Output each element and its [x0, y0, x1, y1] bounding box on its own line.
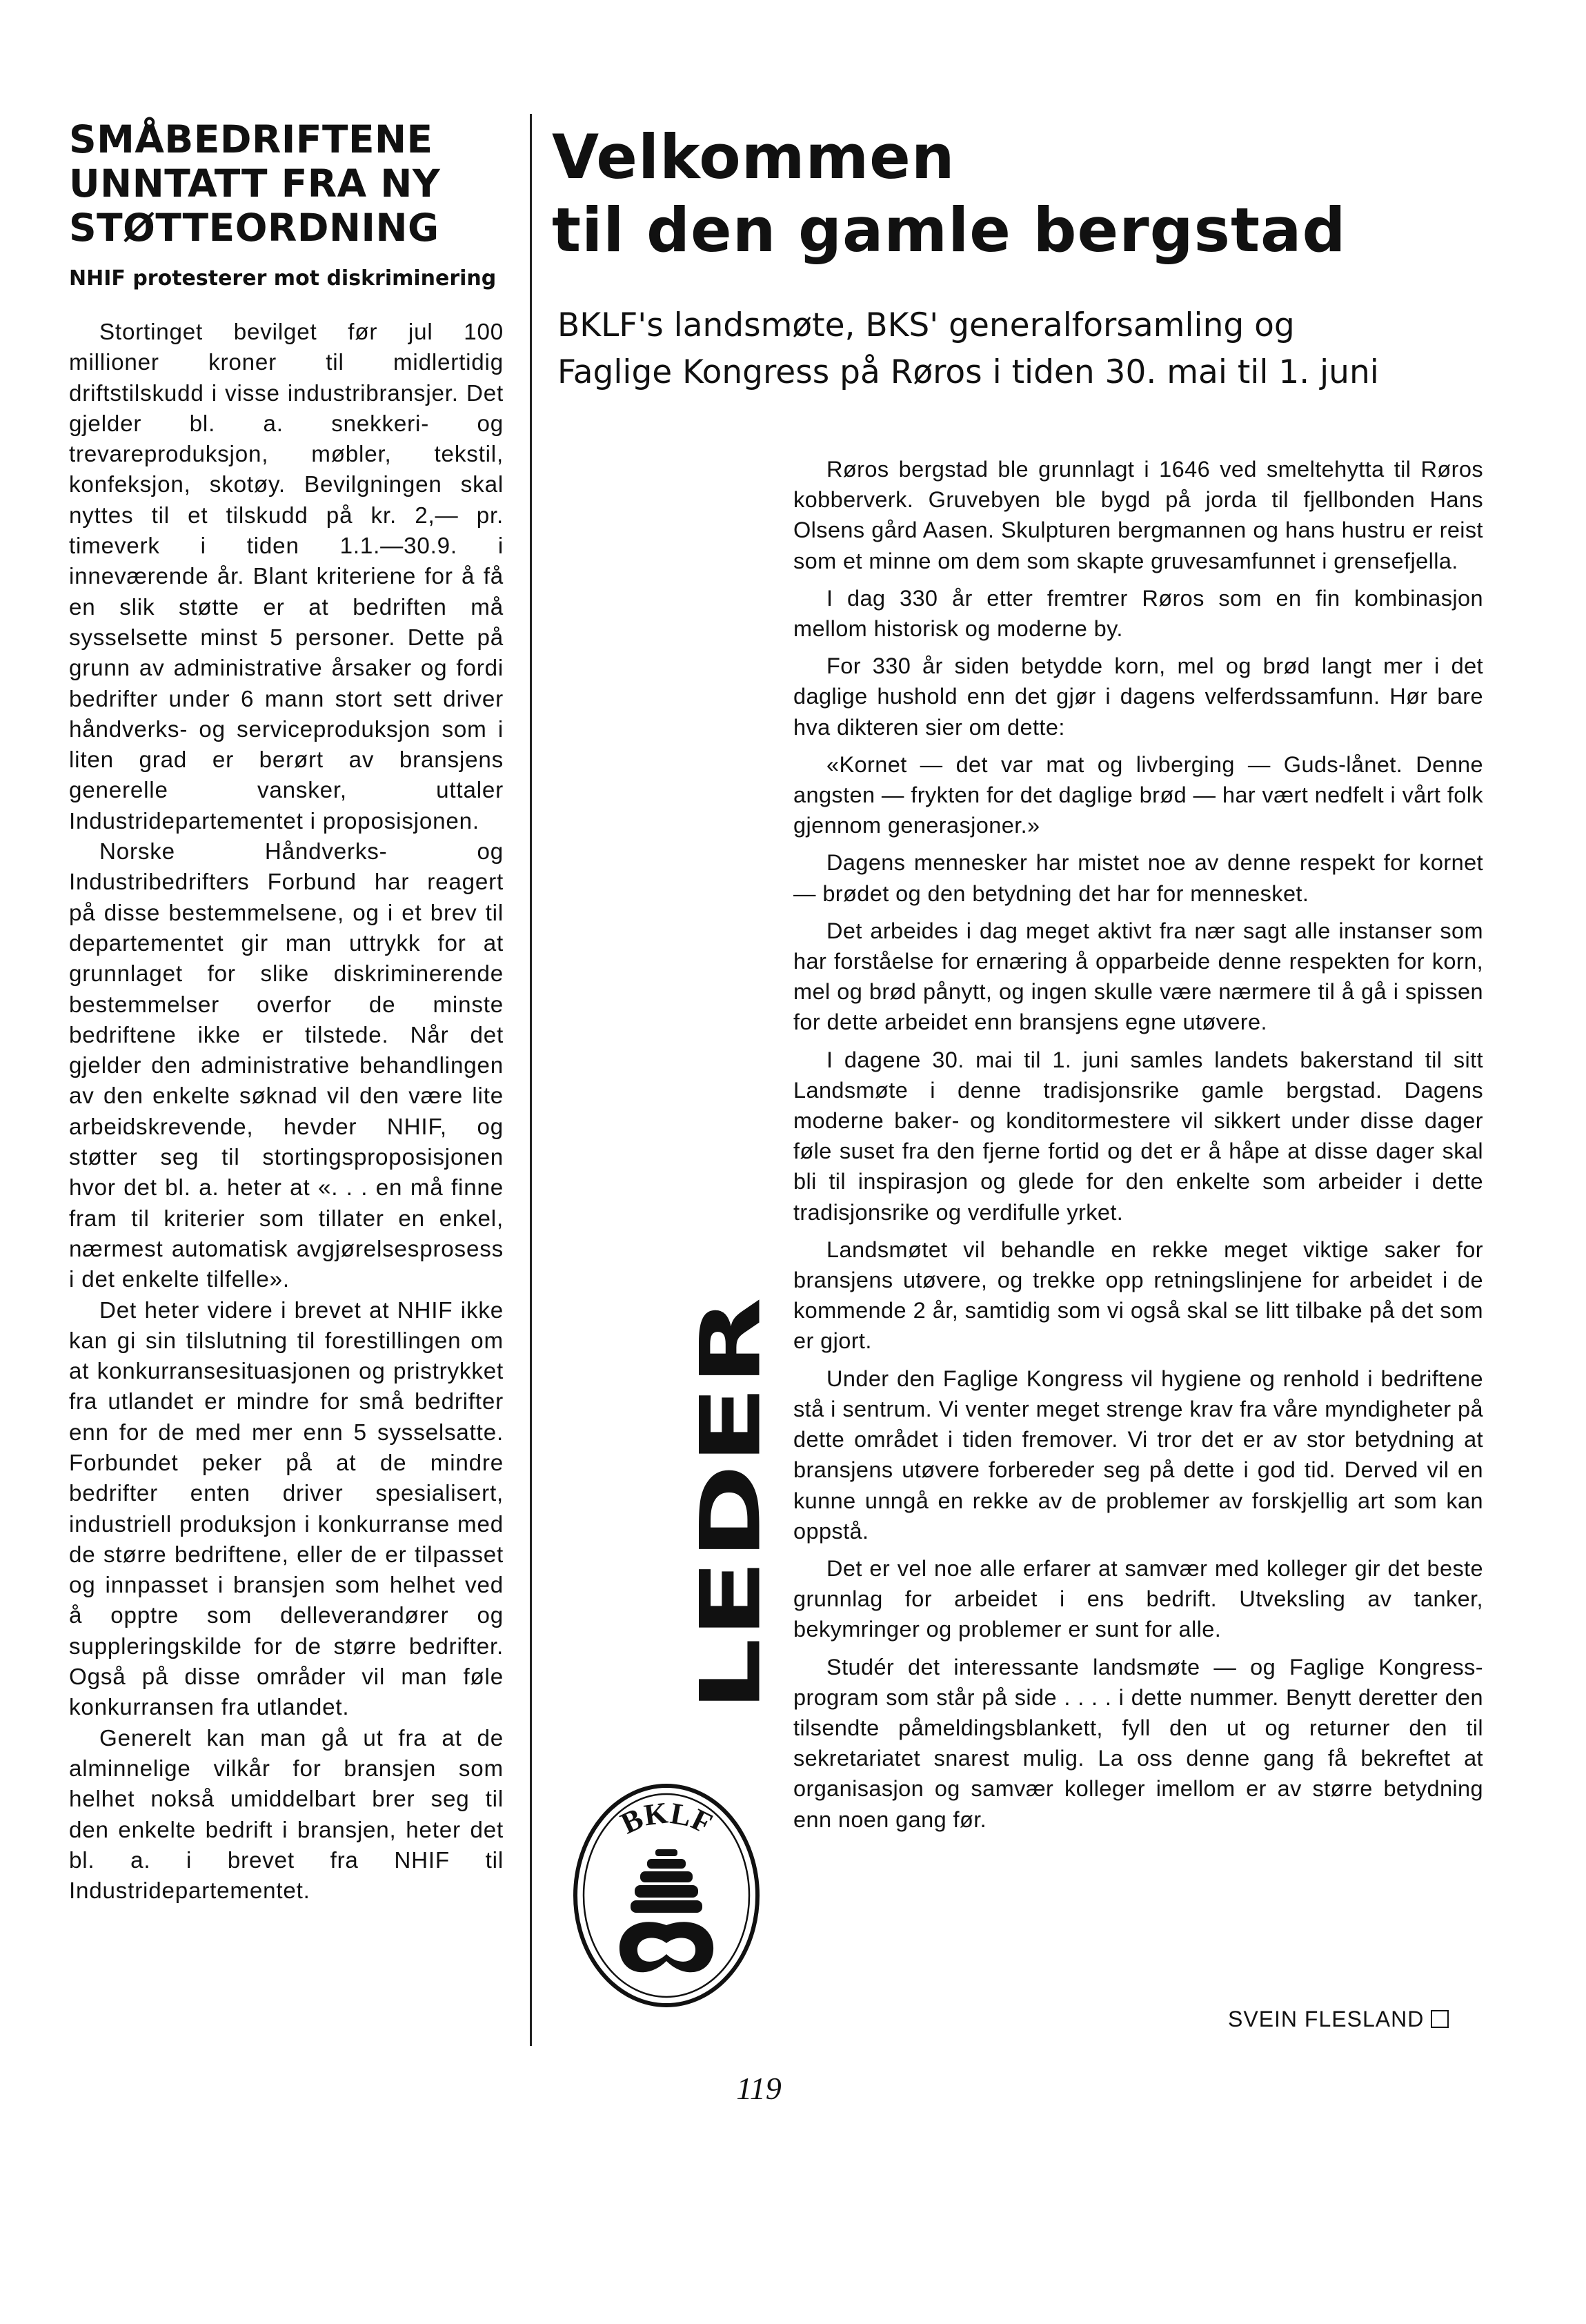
left-paragraph: Stortinget bevilget før jul 100 millioner kroner til midlertidig driftstilskudd i visse industribransjer. Det gjelder bl. a. snekkeri- og trevareproduksjon, møbler, tekstil, konfeksjon, skotøy. Bevilgningen skal nyttes til et tilskudd på kr. 2,— pr. timeverk i tiden 1.1.—30.9. i inneværende år. Blant kriteriene for å få en slik støtte er at bedriften må sysselsette minst 5 personer. Dette på grunn av administrative årsaker og fordi bedrifter under 6 mann stort sett driver håndverks- og serviceproduksjon som i liten grad er berørt av bransjens generelle vansker, uttaler Industridepartementet i proposisjonen.	[69, 319, 504, 834]
left-paragraph: Det heter videre i brevet at NHIF ikke kan gi sin tilslutning til forestillingen om at konkurransesituasjonen og pristrykket fra utlandet er mindre for små bedrifter enn for de med mer enn 5 sysselsatte. Forbundet peker på at de mindre bedrifter enten driver spesialisert, industriell produksjon i konkurranse med de større bedriftene, eller de er tilpasset og innpasset i bransjen som helhet ved å opptre som delleverandører og suppleringskilde for de større bedrifter. Også på disse områder vil man føle konkurransen fra utlandet.	[69, 1297, 504, 1721]
main-article-title	[552, 121, 1518, 267]
main-paragraph: Det er vel noe alle erfarer at samvær med kolleger gir det beste grunnlag for arbeidet i ens bedrift. Utveksling av tanker, bekymringer og problemer er sunt for alle.	[793, 1555, 1483, 1642]
title-line-2: til den gamle bergstad	[552, 195, 1347, 266]
main-paragraph: Dagens mennesker har mistet noe av denne respekt for kornet — brødet og den betydning det har for mennesket.	[793, 850, 1483, 906]
author-signature	[1228, 2007, 1449, 2032]
subtitle-line-1: BKLF's landsmøte, BKS' generalforsamling og	[557, 306, 1295, 344]
end-mark-icon	[1431, 2010, 1449, 2028]
main-paragraph: I dag 330 år etter fremtrer Røros som en fin kombinasjon mellom historisk og moderne by.	[793, 585, 1483, 642]
left-article	[69, 117, 504, 1907]
main-paragraph: For 330 år siden betydde korn, mel og brød langt mer i det daglige hushold enn det gjør i dagens velferdssamfunn. Hør bare hva dikteren sier om dette:	[793, 653, 1483, 740]
main-article-body	[793, 454, 1483, 1835]
main-paragraph: Røros bergstad ble grunnlagt i 1646 ved smeltehytta til Røros kobberverk. Gruvebyen ble bygd på jorda til fjellbonden Hans Olsens gård Aasen. Skulpturen bergmannen og hans hustru er reist som et minne om dem som skapte gruvesamfunnet i grensefjella.	[793, 457, 1483, 573]
subtitle-line-2: Faglige Kongress på Røros i tiden 30. mai til 1. juni	[557, 353, 1379, 391]
left-article-subheadline: NHIF protesterer mot diskriminering	[69, 266, 497, 290]
section-label-text: LEDER	[683, 1412, 780, 1711]
main-article-subtitle	[557, 302, 1523, 396]
left-paragraph: Norske Håndverks- og Industribedrifters Forbund har reagert på disse bestemmelsene, og i et brev til departementet gir man uttrykk for at grunnlaget for slike diskriminerende bestemmelser overfor de minste bedriftene ikke er tilstede. Når det gjelder den administrative behandlingen av den enkelte søknad vil den være lite arbeidskrevende, hevder NHIF, og støtter seg til stortingsproposisjonen hvor det bl. a. heter at «. . . en må finne fram til kriterier som tillater en enkel, nærmest automatisk avgjørelsesprosess i det enkelte tilfelle».	[69, 839, 504, 1293]
main-paragraph: Landsmøtet vil behandle en rekke meget viktige saker for bransjens utøvere, og trekke opp retningslinjene for arbeidet i de kommende 2 år, samtidig som vi også skal se litt tilbake på det som er gjort.	[793, 1237, 1483, 1354]
bklf-logo	[570, 1780, 763, 2011]
left-article-body	[69, 317, 504, 1907]
logo-text: BKLF	[615, 1795, 718, 1841]
section-label-leder	[683, 1290, 780, 1718]
left-article-headline: SMÅBEDRIFTENE UNNTATT FRA NY STØTTEORDNING	[69, 117, 441, 250]
author-name: SVEIN FLESLAND	[1228, 2007, 1425, 2031]
column-divider	[530, 114, 532, 2046]
main-paragraph: I dagene 30. mai til 1. juni samles landets bakerstand til sitt Landsmøte i denne tradisjonsrike gamle bergstad. Dagens moderne baker- og konditormestere vil sikkert under disse dager føle suset fra den fjerne fortid og det er å håpe at disse dager skal bli til inspirasjon og glede for den enkelte som arbeider i dette tradisjonsrike og verdifulle yrket.	[793, 1047, 1483, 1225]
main-paragraph: Under den Faglige Kongress vil hygiene og renhold i bedriftene stå i sentrum. Vi venter meget strenge krav fra våre myndigheter på dette området i tiden fremover. Vi tror det er av stor betydning at bransjens utøvere forbereder seg på dette i god tid. Derved vil en kunne unngå en rekke av de problemer av forskjellig art som kan oppstå.	[793, 1366, 1483, 1544]
left-paragraph: Generelt kan man gå ut fra at de alminnelige vilkår for bransjen som helhet nokså umiddelbart brer seg til den enkelte bedrift i bransjen, heter det bl. a. i brevet fra NHIF til Industridepartementet.	[69, 1725, 504, 1904]
main-paragraph: Studér det interessante landsmøte — og Faglige Kongress-program som står på side . . . . i dette nummer. Benytt deretter den tilsendte påmeldingsblankett, fyll den ut og returner den til sekretariatet snarest mulig. La oss denne gang få bekreftet at organisasjon og samvær kolleger imellom er av større betydning enn noen gang før.	[793, 1654, 1483, 1832]
page-number: 119	[736, 2071, 782, 2106]
main-paragraph: «Kornet — det var mat og livberging — Guds-lånet. Denne angsten — frykten for det daglige brød — har vært nedfelt i vårt folk gjennom generasjoner.»	[793, 751, 1483, 838]
main-paragraph: Det arbeides i dag meget aktivt fra nær sagt alle instanser som har forståelse for ernæring å opparbeide denne respekten for korn, mel og brød pånytt, og ingen skulle være nærmere til å gå i spissen for dette arbeidet enn bransjens egne utøvere.	[793, 918, 1483, 1035]
title-line-1: Velkommen	[552, 121, 955, 193]
